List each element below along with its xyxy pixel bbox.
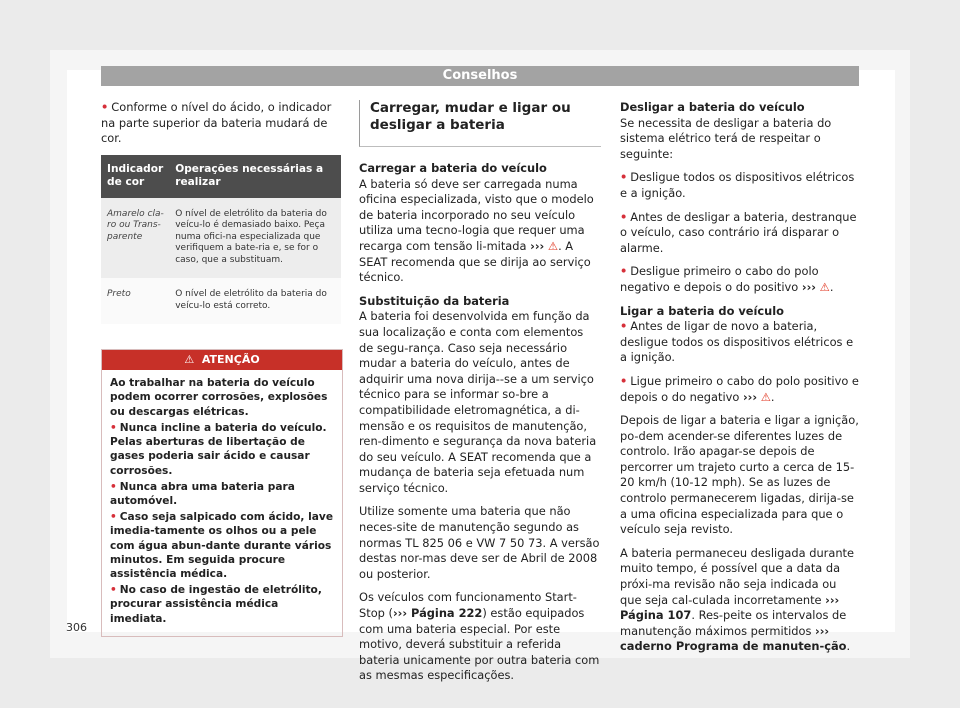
page-reference-link[interactable]: ››› Página 107 xyxy=(620,592,840,623)
table-header-operations: Operações necessárias a realizar xyxy=(169,155,341,198)
document-reference-link[interactable]: ››› caderno Programa de manuten-ção xyxy=(620,623,847,654)
warning-header: ⚠ ATENÇÃO xyxy=(102,350,342,370)
list-item: • Nunca incline a bateria do veículo. Pelas aberturas de libertação de gases poderia sair ácido e causar corrosões. xyxy=(110,421,327,477)
page-reference-link[interactable]: ››› Página 222 xyxy=(392,606,483,621)
list-item: • Antes de desligar a bateria, destranque o veículo, caso contrário irá disparar o alarme. xyxy=(620,209,857,255)
warning-body: Ao trabalhar na bateria do veículo podem ocorrer corrosões, explosões ou descargas elétricas. • Nunca incline a bateria do veículo. Pelas aberturas de libertação de gases poderia sair ácido e causar corrosões. • Nunca abra uma bateria para automóvel. • Caso seja salpicado com ácido, lave imedia-tamente os olhos ou a pele com água abun-dante durante vários minutos. Em seguida procure assistência médica. • No caso de ingestão de eletrólito, procurar assistência médica imediata. xyxy=(110,377,334,625)
bullet-icon: • xyxy=(620,209,628,224)
warning-triangle-icon: ⚠ xyxy=(547,238,559,253)
paragraph: A bateria permaneceu desligada durante muito tempo, é possível que a data da próxi-ma revisão não seja indicada ou que seja cal-culada incorretamente ››› Página 107. Res-peite os intervalos de manutenção máximos permitidos ››› caderno Programa de manuten-ção. xyxy=(620,545,855,654)
list-item: • Desligue primeiro o cabo do polo negativo e depois o do positivo ››› ⚠. xyxy=(620,264,834,294)
bullet-icon: • xyxy=(110,480,117,493)
column-1 xyxy=(101,100,341,637)
bullet-icon: • xyxy=(110,511,117,524)
section-header: Conselhos xyxy=(101,66,859,86)
list-item: • No caso de ingestão de eletrólito, procurar assistência médica imediata. xyxy=(110,584,322,625)
section-title: Carregar, mudar e ligar ou desligar a bateria xyxy=(359,100,601,147)
column-2 xyxy=(359,100,601,692)
paragraph: A bateria foi desenvolvida em função da sua localização e conta com elementos de segu-rança. Caso seja necessário mudar a bateria do veículo, antes de adquirir uma nova dirija--se a um serviço técnico para se informar so-bre a compatibilidade eletromagnética, a di-mensão e os requisitos de manutenção, ren-dimento e segurança da nova bateria do seu veículo. A SEAT recomenda que a mudança de bateria seja efetuada num serviço técnico. xyxy=(359,309,597,495)
paragraph: Os veículos com funcionamento Start-Stop (››› Página 222) estão equipados com uma bateria especial. Por este motivo, deverá substituir a referida bateria unicamente por outra bateria com as mesmas especificações. xyxy=(359,590,600,683)
bullet-icon: • xyxy=(620,319,628,334)
warning-triangle-icon: ⚠ xyxy=(819,279,830,294)
column-3 xyxy=(620,100,860,663)
table-header-color: Indicador de cor xyxy=(101,155,169,198)
bullet-icon: • xyxy=(620,264,628,279)
bullet-icon: • xyxy=(101,100,109,114)
intro-paragraph: • Conforme o nível do ácido, o indicador na parte superior da bateria mudará de cor. xyxy=(101,100,332,146)
indicator-table xyxy=(101,155,341,325)
paragraph: A bateria só deve ser carregada numa oficina especializada, visto que o modelo de bateria incorporado no seu veículo utiliza uma tecno-logia que requer uma recarga com tensão li-mitada ››› ⚠. A SEAT recomenda que se dirija ao serviço técnico. xyxy=(359,176,594,285)
list-item: • Nunca abra uma bateria para automóvel. xyxy=(110,480,295,507)
paragraph: Depois de ligar a bateria e ligar a ignição, po-dem acender-se diferentes luzes de controlo. Irão apagar-se depois de percorrer um trajeto curto a cerca de 15-20 km/h (10-12 mph). Se as luzes de controlo permanecerem ligadas, dirija-se a uma oficina especializada para que o veículo seja revisto. xyxy=(620,413,859,537)
warning-triangle-icon: ⚠ xyxy=(760,389,771,404)
subheading: Desligar a bateria do veículo xyxy=(620,100,805,114)
list-item: • Desligue todos os dispositivos elétricos e a ignição. xyxy=(620,170,855,200)
list-item: • Caso seja salpicado com ácido, lave imedia-tamente os olhos ou a pele com água abun-dante durante vários minutos. Em seguida procure assistência médica. xyxy=(110,511,334,580)
paragraph: Utilize somente uma bateria que não neces-site de manutenção segundo as normas TL 825 06 e VW 7 50 73. A versão destas nor-mas deve ser de Abril de 2008 ou posterior. xyxy=(359,504,600,581)
subheading: Ligar a bateria do veículo xyxy=(620,303,785,318)
warning-box xyxy=(101,349,343,636)
list-item: • Antes de ligar de novo a bateria, desligue todos os dispositivos elétricos e a ignição. xyxy=(620,319,854,365)
bullet-icon: • xyxy=(620,373,628,388)
cross-reference-arrow-icon[interactable]: ››› xyxy=(530,238,545,253)
subheading: Substituição da bateria xyxy=(359,293,510,308)
list-item: • Ligue primeiro o cabo do polo positivo e depois o do negativo ››› ⚠. xyxy=(620,373,859,404)
page-number: 306 xyxy=(66,621,87,634)
cross-reference-arrow-icon[interactable]: ››› xyxy=(801,279,816,294)
warning-triangle-icon: ⚠ xyxy=(184,353,195,367)
table-row: Preto O nível de eletrólito da bateria do veícu-lo está correto. xyxy=(101,278,341,324)
subheading: Carregar a bateria do veículo xyxy=(359,161,547,175)
bullet-icon: • xyxy=(620,170,628,185)
bullet-icon: • xyxy=(110,421,117,434)
bullet-icon: • xyxy=(110,584,117,597)
cross-reference-arrow-icon[interactable]: ››› xyxy=(742,389,758,404)
paragraph: Se necessita de desligar a bateria do sistema elétrico terá de respeitar o seguinte: xyxy=(620,115,832,161)
table-row: Amarelo cla-ro ou Trans-parente O nível de eletrólito da bateria do veícu-lo é demasiado baixo. Peça numa ofici-na especializada que verifiquem a bate-ria e, se for o caso, que a substituam. xyxy=(101,198,341,279)
